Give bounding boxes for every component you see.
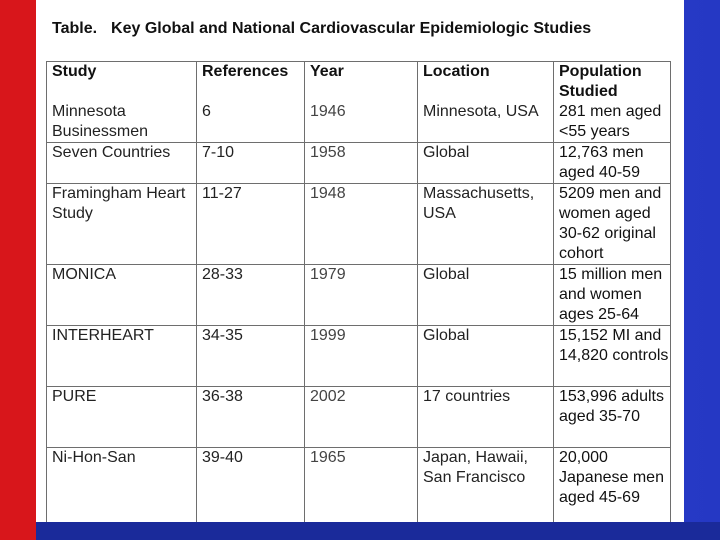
header-location: Location bbox=[418, 62, 554, 103]
cell-references: 34-35 bbox=[197, 326, 305, 387]
bottom-border bbox=[36, 522, 720, 540]
cell-study: Ni-Hon-San bbox=[47, 448, 197, 523]
cell-location: 17 countries bbox=[418, 387, 554, 448]
cell-location: Minnesota, USA bbox=[418, 102, 554, 143]
cell-study: MONICA bbox=[47, 265, 197, 326]
cell-references: 11-27 bbox=[197, 184, 305, 265]
cell-year: 1946 bbox=[305, 102, 418, 143]
red-side-bar bbox=[0, 0, 36, 540]
cell-study: Minnesota Businessmen bbox=[47, 102, 197, 143]
cell-year: 1979 bbox=[305, 265, 418, 326]
cell-location: Massachusetts, USA bbox=[418, 184, 554, 265]
cell-year: 1948 bbox=[305, 184, 418, 265]
table-caption bbox=[52, 20, 591, 38]
cell-study: Seven Countries bbox=[47, 143, 197, 184]
table-row bbox=[47, 326, 671, 387]
cell-year: 1965 bbox=[305, 448, 418, 523]
header-row bbox=[47, 62, 671, 103]
cell-references: 7-10 bbox=[197, 143, 305, 184]
header-references: References bbox=[197, 62, 305, 103]
table-row bbox=[47, 143, 671, 184]
header-year: Year bbox=[305, 62, 418, 103]
caption-title: Key Global and National Cardiovascular Epidemiologic Studies bbox=[111, 20, 592, 37]
cell-location: Japan, Hawaii, San Francisco bbox=[418, 448, 554, 523]
header-study: Study bbox=[47, 62, 197, 103]
cell-references: 28-33 bbox=[197, 265, 305, 326]
cell-year: 2002 bbox=[305, 387, 418, 448]
cell-population: 281 men aged <55 years bbox=[554, 102, 671, 143]
cell-population: 5209 men and women aged 30-62 original cohort bbox=[554, 184, 671, 265]
cell-population: 20,000 Japanese men aged 45-69 bbox=[554, 448, 671, 523]
cell-references: 6 bbox=[197, 102, 305, 143]
caption-label: Table. bbox=[52, 20, 98, 37]
cell-study: INTERHEART bbox=[47, 326, 197, 387]
cell-year: 1999 bbox=[305, 326, 418, 387]
cell-year: 1958 bbox=[305, 143, 418, 184]
slide bbox=[36, 0, 684, 522]
cell-population: 153,996 adults aged 35-70 bbox=[554, 387, 671, 448]
cell-population: 15 million men and women ages 25-64 bbox=[554, 265, 671, 326]
cell-location: Global bbox=[418, 143, 554, 184]
cell-population: 12,763 men aged 40-59 bbox=[554, 143, 671, 184]
cell-study: Framingham Heart Study bbox=[47, 184, 197, 265]
studies-table bbox=[46, 61, 671, 522]
table-row bbox=[47, 387, 671, 448]
cell-location: Global bbox=[418, 265, 554, 326]
table-row bbox=[47, 102, 671, 143]
table-row bbox=[47, 448, 671, 523]
table-row bbox=[47, 265, 671, 326]
table-row bbox=[47, 184, 671, 265]
cell-references: 39-40 bbox=[197, 448, 305, 523]
header-population: Population Studied bbox=[554, 62, 671, 103]
cell-references: 36-38 bbox=[197, 387, 305, 448]
cell-population: 15,152 MI and 14,820 controls bbox=[554, 326, 671, 387]
cell-study: PURE bbox=[47, 387, 197, 448]
cell-location: Global bbox=[418, 326, 554, 387]
